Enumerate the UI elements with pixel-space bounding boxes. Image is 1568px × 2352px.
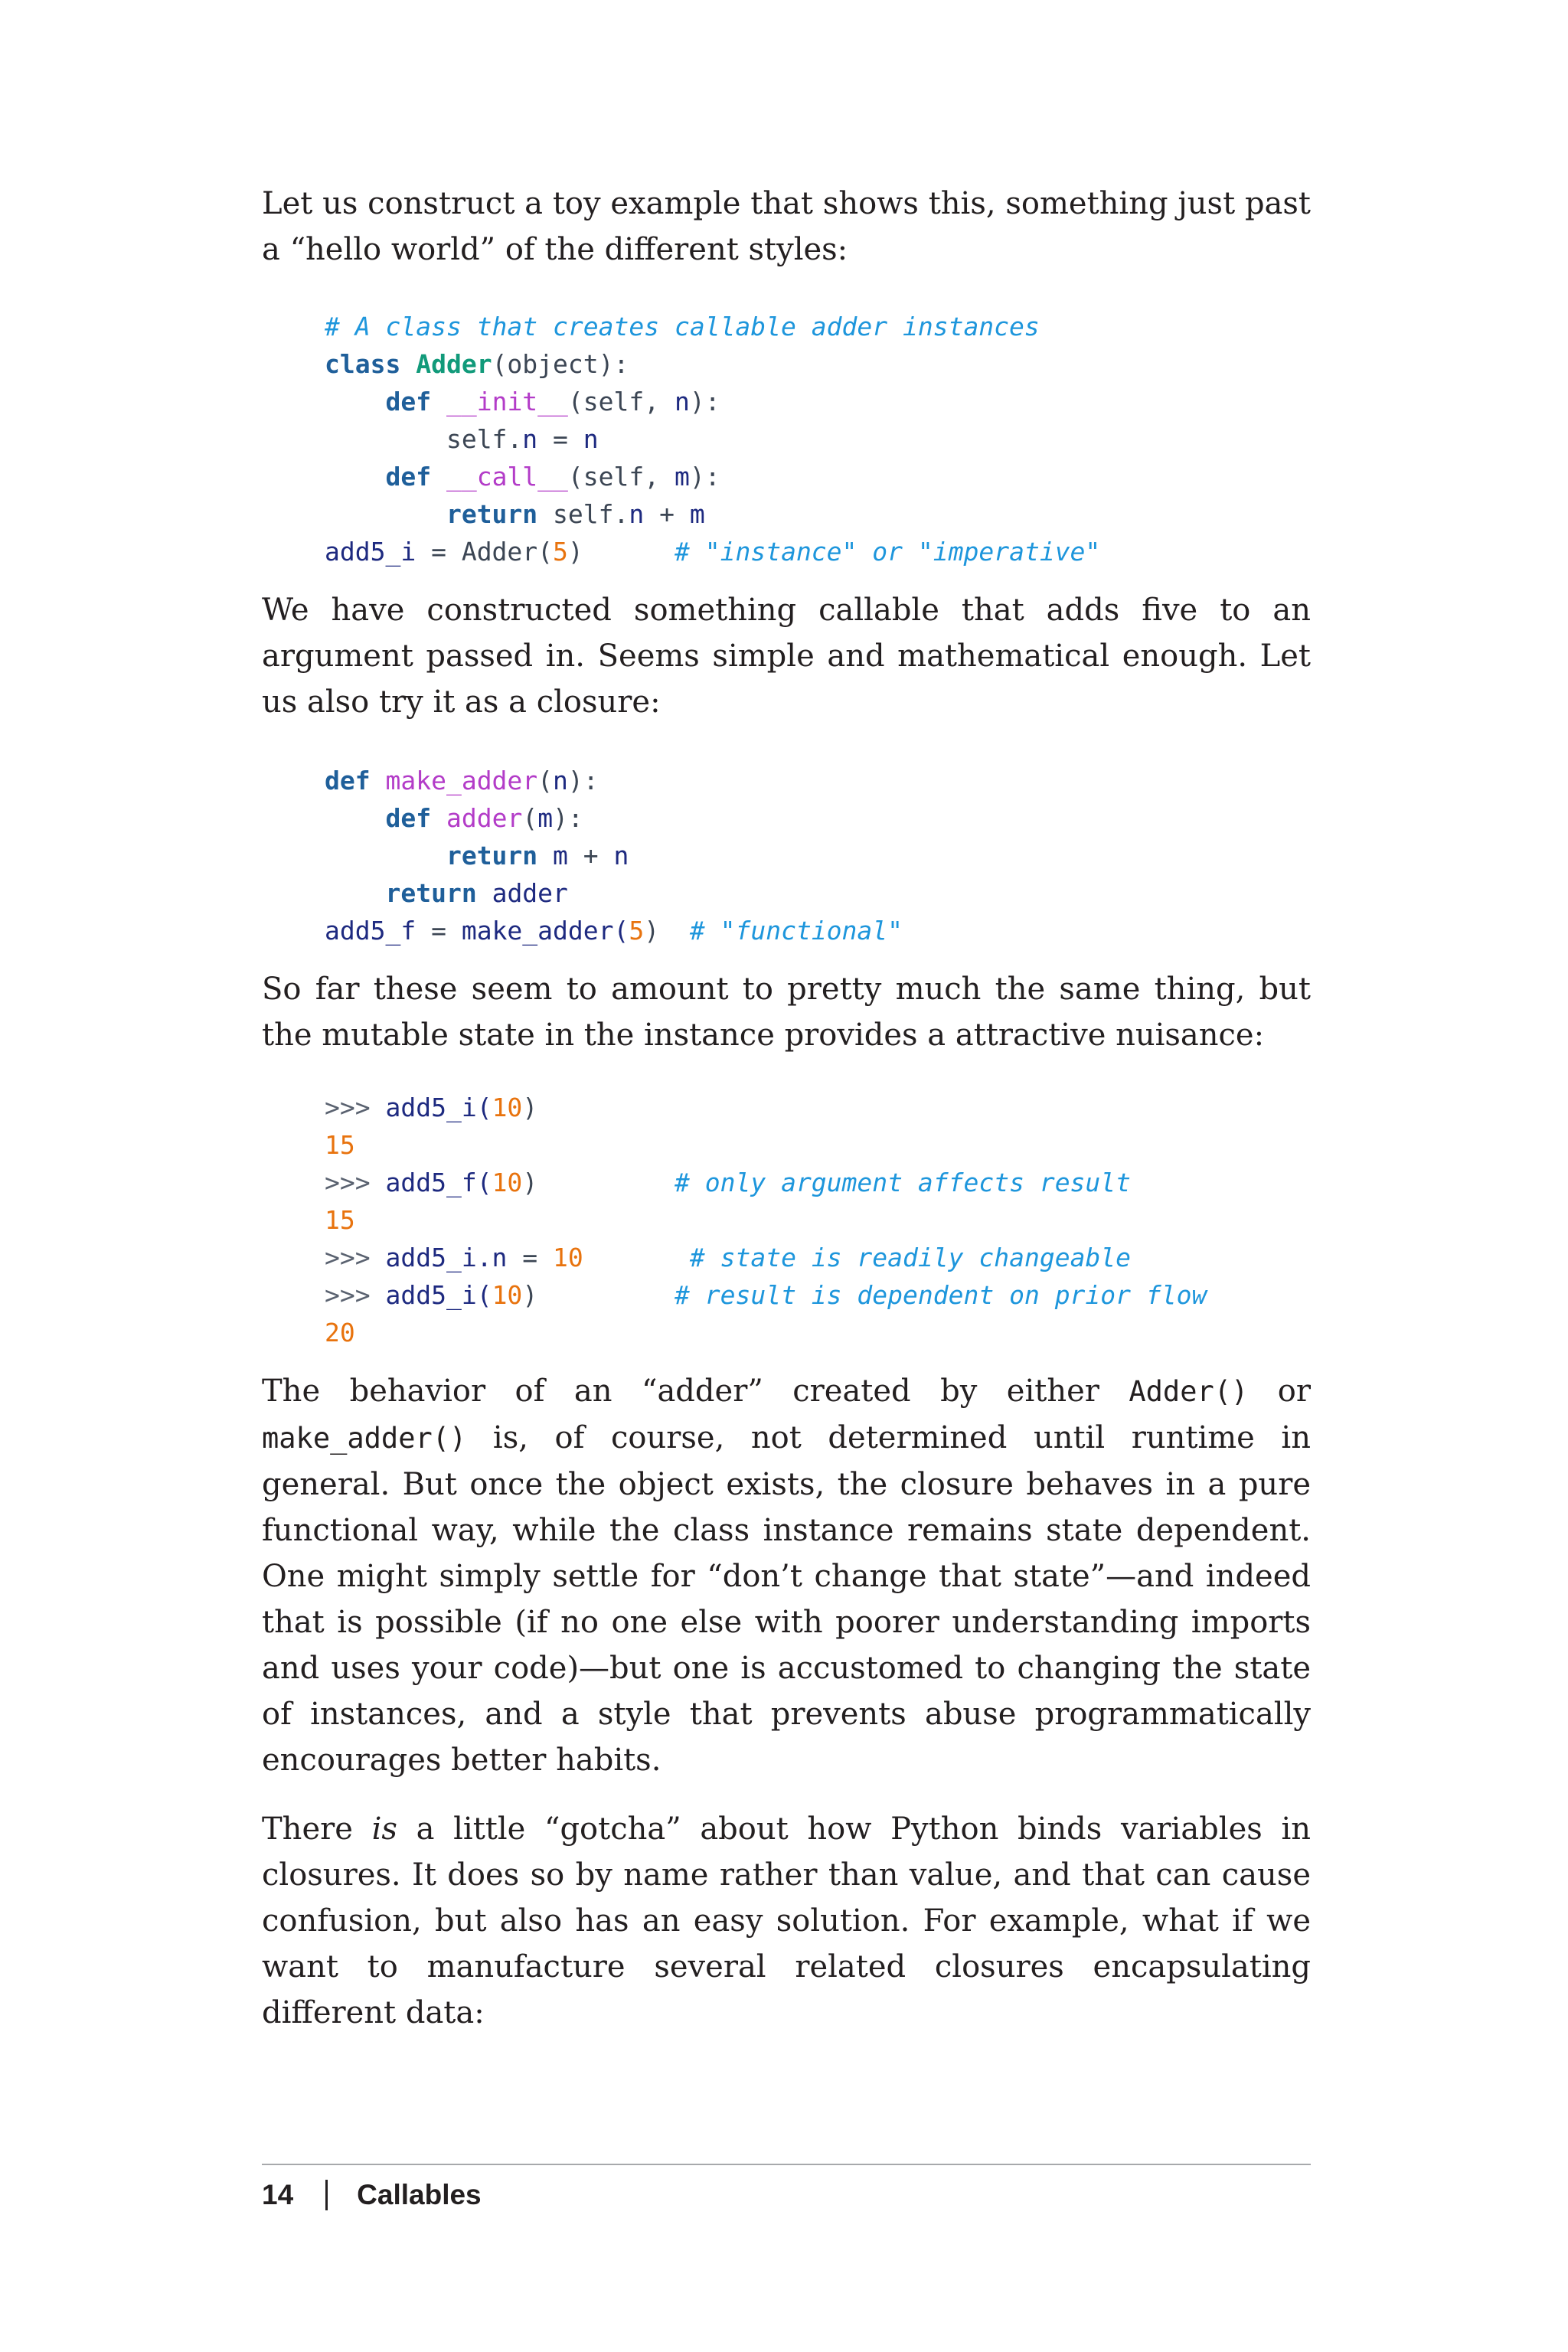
repl-output: 15	[325, 1205, 355, 1235]
code-call: add5_i(	[385, 1093, 492, 1122]
text-run: is, of course, not determined until runtime in general. But once the object exists, the closure behaves in a pure functional way, while the class instance remains state dependent. One might simply settle for “don’t change that state”—and indeed that is possible (if no one else with poorer understanding imports and uses your code)—but one is accustomed to changing the state of instances, and a style that prevents abuse programmatically encourages better habits.	[262, 1420, 1311, 1778]
code-var: m	[689, 499, 705, 529]
code-text: +	[644, 499, 690, 529]
code-text: =	[416, 916, 462, 946]
inline-code: Adder()	[1129, 1375, 1249, 1408]
paragraph-mutable-state: So far these seem to amount to pretty much the same thing, but the mutable state in the instance provides a attractive nuisance:	[262, 972, 1311, 1053]
footer-divider	[262, 2164, 1311, 2165]
code-keyword: def	[385, 387, 432, 416]
code-comment: # "functional"	[689, 916, 903, 946]
code-arg: n	[553, 766, 568, 795]
code-arg: n	[675, 387, 690, 416]
code-method-name: __init__	[446, 387, 568, 416]
code-call: add5_f(	[385, 1168, 492, 1197]
paragraph-closure-intro: We have constructed something callable that adds five to an argument passed in. Seems simple and mathematical enough. Let us also try it as a closure:	[262, 593, 1311, 720]
repl-prompt: >>>	[325, 1280, 386, 1310]
code-function-name: adder	[446, 803, 523, 833]
paragraph-behavior	[262, 1368, 1311, 1783]
paragraph-gotcha	[262, 1806, 1311, 2036]
repl-prompt: >>>	[325, 1168, 386, 1197]
code-call: make_adder(	[461, 916, 629, 946]
code-var: n	[613, 841, 629, 871]
code-text: ):	[689, 387, 720, 416]
code-text: (self,	[567, 462, 675, 492]
code-number: 10	[553, 1243, 583, 1272]
page-footer	[262, 2176, 482, 2214]
code-text: = Adder(	[416, 537, 554, 567]
code-text: ):	[553, 803, 583, 833]
code-text: (	[537, 766, 554, 795]
code-block-adder-class	[325, 308, 1311, 570]
code-text: )	[522, 1168, 538, 1197]
code-number: 10	[492, 1280, 523, 1310]
text-run: There	[262, 1811, 372, 1847]
code-var: n	[583, 424, 599, 454]
code-text: ):	[567, 766, 599, 795]
code-number: 5	[553, 537, 568, 567]
code-text: +	[567, 841, 614, 871]
code-number: 10	[492, 1168, 523, 1197]
text-run: The behavior of an “adder” created by either	[262, 1374, 1129, 1409]
code-keyword: def	[325, 766, 371, 795]
code-comment: # only argument affects result	[675, 1168, 1132, 1197]
code-call: add5_i(	[385, 1280, 492, 1310]
repl-output: 15	[325, 1130, 355, 1160]
code-keyword: return	[385, 878, 477, 908]
code-keyword: class	[325, 349, 401, 379]
code-text: ):	[689, 462, 720, 492]
code-arg: m	[537, 803, 554, 833]
code-block-make-adder	[325, 762, 1311, 949]
code-text: self.	[446, 424, 523, 454]
code-method-name: __call__	[446, 462, 568, 492]
code-arg: m	[675, 462, 690, 492]
code-keyword: return	[446, 499, 538, 529]
code-text: =	[507, 1243, 554, 1272]
code-text: self.	[537, 499, 629, 529]
code-text: =	[537, 424, 583, 454]
repl-output: 20	[325, 1318, 355, 1348]
code-comment: # "instance" or "imperative"	[675, 537, 1101, 567]
code-text: (self,	[567, 387, 675, 416]
code-text: (	[522, 803, 538, 833]
repl-prompt: >>>	[325, 1093, 386, 1122]
page-content	[262, 181, 1311, 2036]
page-number: 14	[262, 2179, 294, 2210]
chapter-title: Callables	[357, 2179, 482, 2210]
code-text: )	[522, 1093, 538, 1122]
inline-code: make_adder()	[262, 1422, 467, 1455]
emphasis: is	[371, 1811, 397, 1847]
code-var: adder	[476, 878, 568, 908]
code-attr: n	[522, 424, 538, 454]
text-run: a little “gotcha” about how Python binds variables in closures. It does so by name rather than value, and that can cause confusion, but also has an easy solution. For example, what if we want to manufacture several related closures encapsulating different data:	[262, 1811, 1312, 2030]
code-class-name: Adder	[416, 349, 492, 379]
code-comment: # state is readily changeable	[689, 1243, 1132, 1272]
code-var: add5_f	[325, 916, 416, 946]
code-function-name: make_adder	[385, 766, 538, 795]
code-call: add5_i.n	[385, 1243, 508, 1272]
code-keyword: def	[385, 803, 432, 833]
paragraph-intro: Let us construct a toy example that shows this, something just past a “hello world” of the different styles:	[262, 186, 1311, 267]
footer-separator	[325, 2180, 328, 2210]
code-comment: # A class that creates callable adder instances	[325, 312, 1040, 341]
code-block-repl-session	[325, 1089, 1311, 1351]
code-text: )	[644, 916, 660, 946]
code-keyword: return	[446, 841, 538, 871]
code-var: m	[537, 841, 568, 871]
code-text: )	[522, 1280, 538, 1310]
code-number: 10	[492, 1093, 523, 1122]
code-comment: # result is dependent on prior flow	[675, 1280, 1207, 1310]
code-text: )	[567, 537, 583, 567]
code-number: 5	[629, 916, 645, 946]
code-attr: n	[629, 499, 645, 529]
text-run: or	[1248, 1374, 1311, 1409]
code-keyword: def	[385, 462, 432, 492]
repl-prompt: >>>	[325, 1243, 386, 1272]
code-text: (object):	[492, 349, 629, 379]
code-var: add5_i	[325, 537, 416, 567]
